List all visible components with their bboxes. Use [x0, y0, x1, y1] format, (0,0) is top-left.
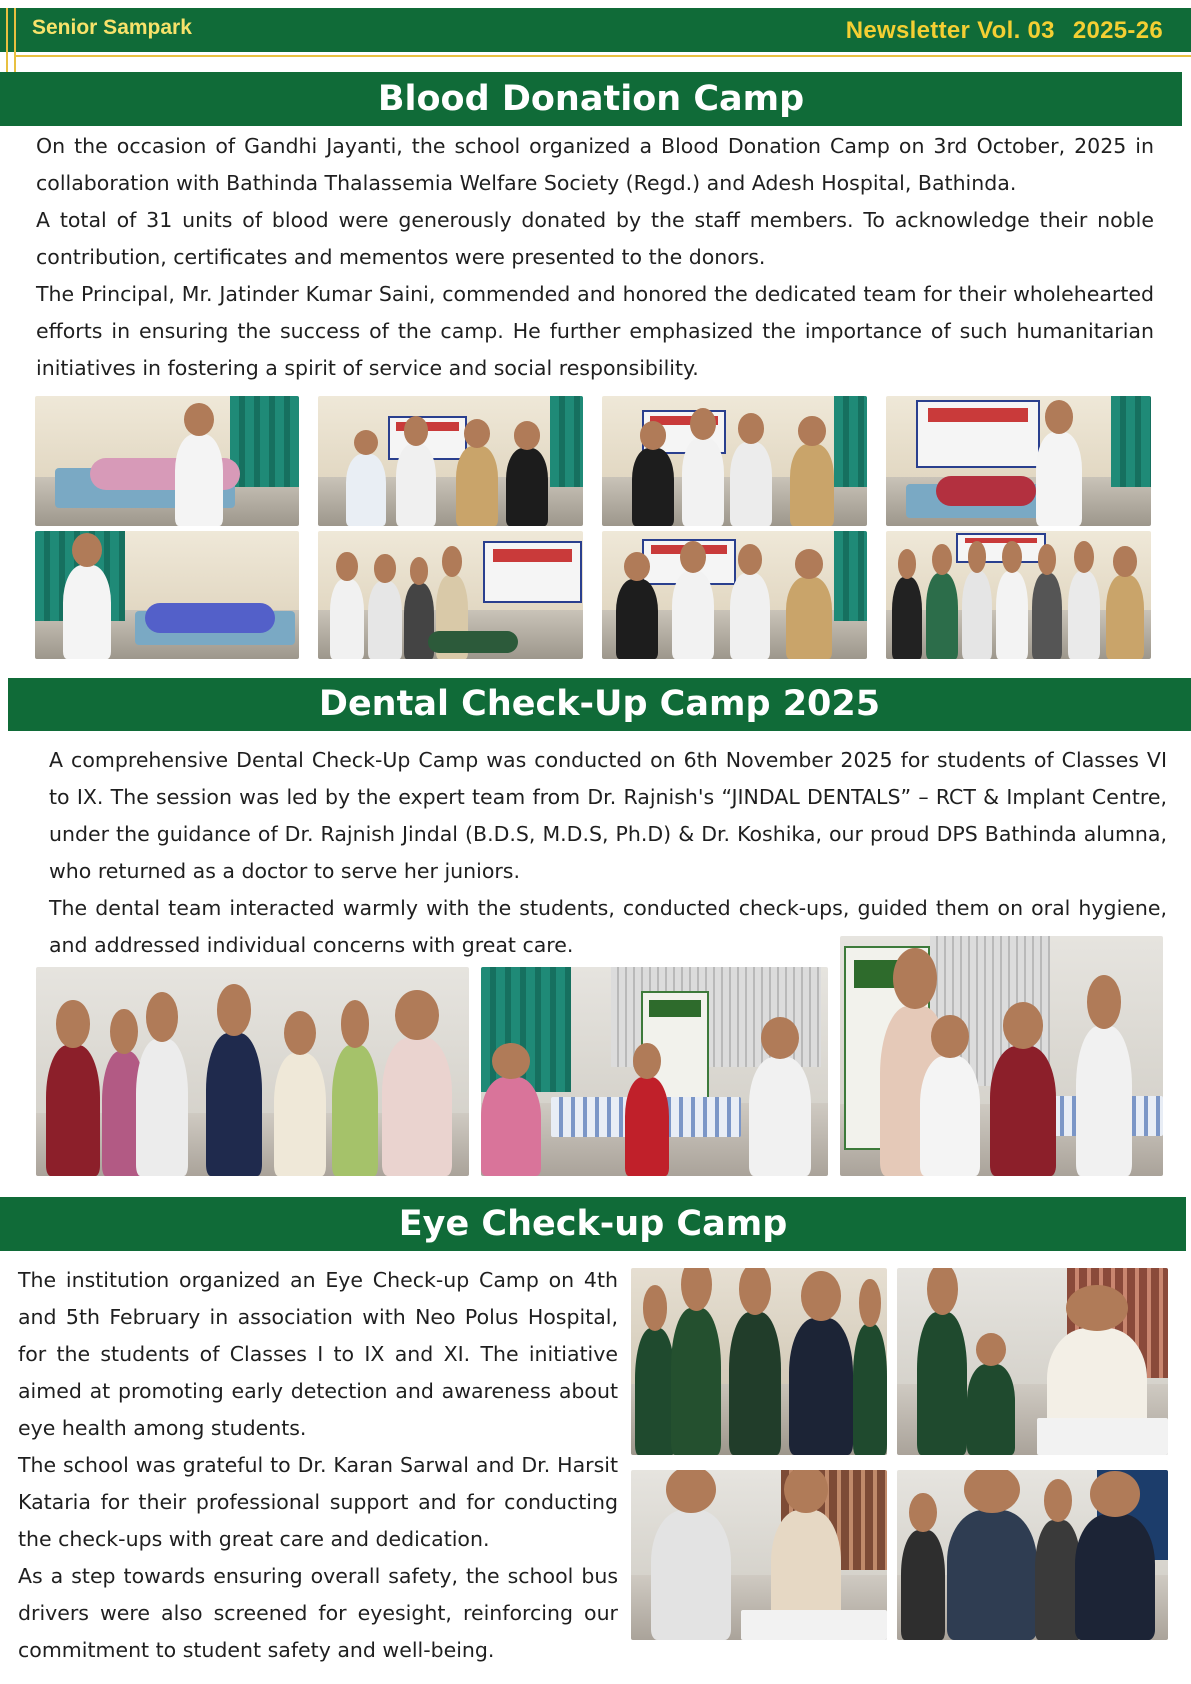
- newsletter-brand: Senior Sampark: [32, 16, 192, 39]
- photo-blood-donor-1: [35, 396, 299, 526]
- section-title-blood-donation: Blood Donation Camp: [0, 72, 1182, 126]
- photo-blood-donor-3: [35, 531, 299, 659]
- photo-dental-checkup-2: [840, 936, 1163, 1176]
- photo-blood-memento-1: [602, 396, 867, 526]
- photo-blood-certificate-1: [318, 396, 583, 526]
- paragraph: A comprehensive Dental Check-Up Camp was conducted on 6th November 2025 for students of Classes VI to IX. The session was led by the expert team from Dr. Rajnish's “JINDAL DENTALS” – RCT & Implant Centre, under the guidance of Dr. Rajnish Jindal (B.D.S, M.D.S, Ph.D) & Dr. Koshika, our proud DPS Bathinda alumna, who returned as a doctor to serve her juniors.: [49, 748, 1167, 883]
- header-gold-rule-left-inner: [14, 8, 16, 72]
- photo-eye-checkup-2: [897, 1268, 1168, 1455]
- paragraph: The institution organized an Eye Check-up Camp on 4th and 5th February in association with Neo Polus Hospital, for the students of Classes I to IX and XI. The initiative aimed at promoting early detection and awareness about eye health among students.: [18, 1268, 618, 1440]
- paragraph: On the occasion of Gandhi Jayanti, the school organized a Blood Donation Camp on 3rd October, 2025 in collaboration with Bathinda Thalassemia Welfare Society (Regd.) and Adesh Hospital, Bathinda.: [36, 134, 1154, 195]
- photo-dental-team: [36, 967, 469, 1176]
- eye-camp-text: [18, 1262, 618, 1669]
- blood-donation-text: [36, 128, 1154, 387]
- newsletter-header: [0, 8, 1191, 52]
- photo-eye-checkup-1: [631, 1268, 887, 1455]
- photo-blood-donor-2: [886, 396, 1151, 526]
- paragraph: As a step towards ensuring overall safety, the school bus drivers were also screened for eyesight, reinforcing our commitment to student safety and well-being.: [18, 1564, 618, 1662]
- dental-camp-text: [49, 742, 1167, 964]
- photo-blood-group: [318, 531, 583, 659]
- photo-blood-memento-2: [602, 531, 867, 659]
- volume-label: Newsletter Vol. 03: [845, 17, 1055, 44]
- header-gold-underline: [14, 55, 1191, 57]
- session-label: 2025-26: [1072, 17, 1163, 44]
- paragraph: The Principal, Mr. Jatinder Kumar Saini, commended and honored the dedicated team for their wholehearted efforts in ensuring the success of the camp. He further emphasized the importance of such humanitarian initiatives in fostering a spirit of service and social responsibility.: [36, 282, 1154, 380]
- paragraph: A total of 31 units of blood were generously donated by the staff members. To acknowledge their noble contribution, certificates and mementos were presented to the donors.: [36, 208, 1154, 269]
- paragraph: The dental team interacted warmly with the students, conducted check-ups, guided them on oral hygiene, and addressed individual concerns with great care.: [49, 896, 1167, 957]
- header-gold-rule-left: [6, 8, 8, 72]
- photo-dental-checkup-1: [481, 967, 828, 1176]
- photo-eye-checkup-3: [631, 1470, 887, 1640]
- section-title-eye-camp: Eye Check-up Camp: [0, 1197, 1186, 1251]
- newsletter-volume: [846, 17, 1163, 45]
- paragraph: The school was grateful to Dr. Karan Sarwal and Dr. Harsit Kataria for their professional support and for conducting the check-ups with great care and dedication.: [18, 1453, 618, 1551]
- section-title-dental-camp: Dental Check-Up Camp 2025: [8, 678, 1191, 731]
- photo-eye-checkup-4: [897, 1470, 1168, 1640]
- photo-blood-team: [886, 531, 1151, 659]
